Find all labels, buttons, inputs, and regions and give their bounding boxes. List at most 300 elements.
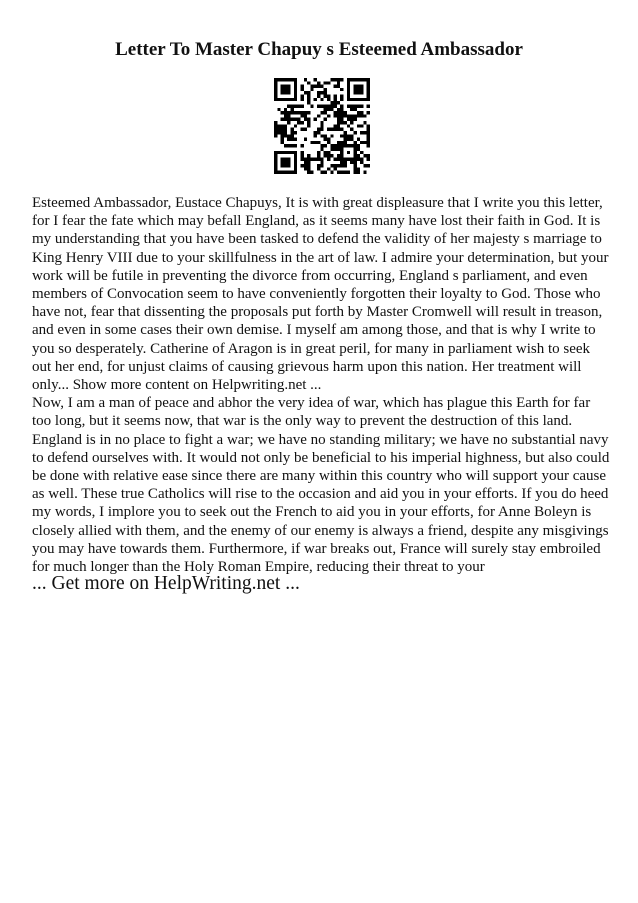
qr-module <box>314 98 317 101</box>
qr-module <box>274 161 277 164</box>
qr-module <box>314 78 317 81</box>
qr-module <box>357 124 360 127</box>
qr-module <box>350 104 353 107</box>
qr-module <box>274 95 277 98</box>
qr-module <box>314 141 317 144</box>
qr-module <box>340 134 343 137</box>
qr-module <box>281 161 284 164</box>
qr-module <box>347 91 350 94</box>
qr-module <box>304 161 307 164</box>
qr-module <box>347 157 350 160</box>
qr-module <box>307 161 310 164</box>
qr-module <box>307 154 310 157</box>
qr-module <box>367 157 370 160</box>
qr-module <box>274 121 277 124</box>
qr-module <box>327 108 330 111</box>
qr-module <box>337 141 340 144</box>
qr-module <box>353 148 356 151</box>
qr-module <box>353 131 356 134</box>
qr-module <box>307 91 310 94</box>
qr-module <box>277 124 280 127</box>
qr-module <box>367 154 370 157</box>
qr-module <box>363 141 366 144</box>
qr-module <box>304 157 307 160</box>
qr-module <box>344 157 347 160</box>
qr-module <box>350 161 353 164</box>
qr-module <box>317 114 320 117</box>
qr-module <box>297 104 300 107</box>
qr-module <box>350 157 353 160</box>
qr-module <box>277 151 280 154</box>
qr-module <box>347 138 350 141</box>
qr-module <box>297 118 300 121</box>
qr-module <box>274 78 277 81</box>
qr-module <box>337 154 340 157</box>
qr-module <box>287 104 290 107</box>
qr-module <box>367 124 370 127</box>
qr-module <box>291 98 294 101</box>
qr-module <box>327 114 330 117</box>
qr-module <box>274 88 277 91</box>
qr-module <box>294 88 297 91</box>
qr-module <box>300 144 303 147</box>
qr-module <box>307 164 310 167</box>
qr-module <box>291 134 294 137</box>
qr-module <box>324 104 327 107</box>
qr-module <box>274 131 277 134</box>
qr-module <box>304 118 307 121</box>
qr-module <box>324 88 327 91</box>
qr-module <box>340 157 343 160</box>
qr-module <box>284 164 287 167</box>
qr-module <box>300 121 303 124</box>
qr-module <box>284 151 287 154</box>
qr-module <box>350 118 353 121</box>
qr-module <box>277 131 280 134</box>
qr-module <box>274 81 277 84</box>
qr-module <box>317 95 320 98</box>
qr-module <box>277 78 280 81</box>
qr-module <box>294 151 297 154</box>
qr-module <box>363 121 366 124</box>
qr-module <box>340 104 343 107</box>
qr-module <box>360 114 363 117</box>
qr-module <box>300 151 303 154</box>
qr-module <box>327 95 330 98</box>
qr-module <box>367 141 370 144</box>
qr-module <box>334 78 337 81</box>
qr-module <box>281 171 284 174</box>
qr-module <box>347 85 350 88</box>
qr-module <box>291 144 294 147</box>
qr-module <box>337 128 340 131</box>
qr-module <box>281 138 284 141</box>
qr-module <box>334 124 337 127</box>
qr-module <box>353 98 356 101</box>
qr-module <box>334 167 337 170</box>
qr-module <box>334 95 337 98</box>
qr-module <box>347 88 350 91</box>
qr-module <box>317 128 320 131</box>
qr-module <box>294 98 297 101</box>
qr-module <box>350 138 353 141</box>
qr-module <box>350 121 353 124</box>
qr-code-graphic <box>274 78 370 174</box>
qr-module <box>337 114 340 117</box>
qr-module <box>357 138 360 141</box>
qr-module <box>340 111 343 114</box>
qr-module <box>324 81 327 84</box>
qr-module <box>320 85 323 88</box>
qr-module <box>367 128 370 131</box>
qr-module <box>317 151 320 154</box>
qr-module <box>274 167 277 170</box>
qr-module <box>281 91 284 94</box>
qr-module <box>300 114 303 117</box>
qr-module <box>350 144 353 147</box>
qr-module <box>353 157 356 160</box>
qr-module <box>353 171 356 174</box>
qr-module <box>337 171 340 174</box>
qr-module <box>294 95 297 98</box>
qr-module <box>294 124 297 127</box>
qr-module <box>274 98 277 101</box>
qr-module <box>294 91 297 94</box>
qr-module <box>284 171 287 174</box>
qr-module <box>294 81 297 84</box>
qr-module <box>353 114 356 117</box>
qr-module <box>284 88 287 91</box>
qr-module <box>284 134 287 137</box>
qr-module <box>340 171 343 174</box>
qr-module <box>320 144 323 147</box>
qr-module <box>334 98 337 101</box>
qr-module <box>357 78 360 81</box>
qr-module <box>363 164 366 167</box>
qr-module <box>287 164 290 167</box>
qr-module <box>300 88 303 91</box>
qr-module <box>284 114 287 117</box>
qr-module <box>317 164 320 167</box>
qr-module <box>287 91 290 94</box>
qr-module <box>367 78 370 81</box>
qr-module <box>337 148 340 151</box>
qr-module <box>347 118 350 121</box>
qr-module <box>281 118 284 121</box>
qr-module <box>367 88 370 91</box>
qr-module <box>357 111 360 114</box>
qr-module <box>291 151 294 154</box>
qr-module <box>363 171 366 174</box>
qr-module <box>284 91 287 94</box>
qr-module <box>327 151 330 154</box>
qr-module <box>367 164 370 167</box>
qr-module <box>294 154 297 157</box>
qr-module <box>347 134 350 137</box>
qr-module <box>327 104 330 107</box>
qr-module <box>294 164 297 167</box>
qr-module <box>320 98 323 101</box>
qr-module <box>281 88 284 91</box>
document-title: Letter To Master Chapuy s Esteemed Ambassador <box>115 39 523 60</box>
qr-module <box>363 154 366 157</box>
qr-module <box>291 108 294 111</box>
qr-module <box>307 118 310 121</box>
qr-module <box>340 98 343 101</box>
qr-module <box>367 134 370 137</box>
qr-module <box>317 167 320 170</box>
qr-module <box>360 151 363 154</box>
qr-module <box>284 98 287 101</box>
qr-module <box>367 111 370 114</box>
qr-module <box>337 85 340 88</box>
qr-module <box>357 167 360 170</box>
qr-module <box>281 124 284 127</box>
qr-module <box>347 81 350 84</box>
qr-module <box>360 124 363 127</box>
qr-module <box>340 151 343 154</box>
letter-body <box>32 194 610 576</box>
qr-module <box>281 111 284 114</box>
qr-module <box>350 108 353 111</box>
qr-module <box>314 118 317 121</box>
qr-module <box>327 138 330 141</box>
qr-module <box>350 114 353 117</box>
qr-module <box>327 154 330 157</box>
qr-module <box>284 157 287 160</box>
qr-module <box>334 111 337 114</box>
qr-module <box>367 138 370 141</box>
qr-module <box>320 124 323 127</box>
qr-module <box>330 154 333 157</box>
qr-module <box>330 78 333 81</box>
qr-module <box>317 85 320 88</box>
qr-module <box>344 134 347 137</box>
qr-module <box>334 157 337 160</box>
qr-module <box>367 131 370 134</box>
qr-module <box>344 164 347 167</box>
qr-module <box>317 91 320 94</box>
qr-module <box>324 111 327 114</box>
qr-module <box>307 111 310 114</box>
qr-module <box>337 81 340 84</box>
qr-module <box>304 91 307 94</box>
qr-module <box>330 101 333 104</box>
qr-module <box>277 98 280 101</box>
qr-module <box>294 161 297 164</box>
qr-module <box>357 85 360 88</box>
qr-module <box>324 108 327 111</box>
qr-module <box>367 91 370 94</box>
qr-module <box>320 91 323 94</box>
qr-module <box>327 81 330 84</box>
qr-module <box>300 85 303 88</box>
qr-module <box>291 118 294 121</box>
qr-module <box>347 124 350 127</box>
qr-module <box>357 98 360 101</box>
qr-module <box>277 128 280 131</box>
get-more-link[interactable]: ... Get more on HelpWriting.net ... <box>32 573 300 594</box>
qr-module <box>324 91 327 94</box>
qr-module <box>327 167 330 170</box>
qr-module <box>360 141 363 144</box>
qr-module <box>330 144 333 147</box>
qr-module <box>287 88 290 91</box>
qr-module <box>324 118 327 121</box>
qr-module <box>300 95 303 98</box>
qr-module <box>344 171 347 174</box>
qr-module <box>327 98 330 101</box>
qr-module <box>281 128 284 131</box>
qr-module <box>347 95 350 98</box>
qr-module <box>337 144 340 147</box>
qr-module <box>274 85 277 88</box>
qr-module <box>337 101 340 104</box>
qr-module <box>340 148 343 151</box>
qr-module <box>310 88 313 91</box>
qr-module <box>334 114 337 117</box>
qr-module <box>340 164 343 167</box>
qr-module <box>330 104 333 107</box>
qr-module <box>317 131 320 134</box>
qr-module <box>294 78 297 81</box>
qr-module <box>340 161 343 164</box>
qr-module <box>350 134 353 137</box>
qr-module <box>353 154 356 157</box>
qr-module <box>357 171 360 174</box>
qr-module <box>340 128 343 131</box>
qr-module <box>291 171 294 174</box>
qr-module <box>347 104 350 107</box>
qr-module <box>294 171 297 174</box>
qr-module <box>330 171 333 174</box>
qr-module <box>340 88 343 91</box>
qr-module <box>347 151 350 154</box>
qr-module <box>347 78 350 81</box>
qr-module <box>334 104 337 107</box>
qr-module <box>294 131 297 134</box>
qr-module <box>314 134 317 137</box>
qr-module <box>317 157 320 160</box>
qr-module <box>344 121 347 124</box>
qr-module <box>337 124 340 127</box>
qr-module <box>320 157 323 160</box>
qr-module <box>274 154 277 157</box>
qr-module <box>310 141 313 144</box>
qr-module <box>363 131 366 134</box>
qr-module <box>274 134 277 137</box>
qr-module <box>287 161 290 164</box>
qr-module <box>304 78 307 81</box>
qr-module <box>284 111 287 114</box>
qr-module <box>353 104 356 107</box>
qr-module <box>320 134 323 137</box>
qr-module <box>337 111 340 114</box>
qr-module <box>320 161 323 164</box>
qr-module <box>307 167 310 170</box>
qr-module <box>340 154 343 157</box>
qr-module <box>337 157 340 160</box>
qr-module <box>347 114 350 117</box>
qr-module <box>300 128 303 131</box>
qr-module <box>367 104 370 107</box>
qr-module <box>284 144 287 147</box>
qr-module <box>284 124 287 127</box>
qr-module <box>287 151 290 154</box>
qr-module <box>357 104 360 107</box>
qr-module <box>340 78 343 81</box>
qr-module <box>347 171 350 174</box>
qr-module <box>320 164 323 167</box>
qr-module <box>367 95 370 98</box>
qr-module <box>367 98 370 101</box>
qr-module <box>281 131 284 134</box>
qr-module <box>287 114 290 117</box>
qr-module <box>287 98 290 101</box>
qr-module <box>281 85 284 88</box>
qr-module <box>300 154 303 157</box>
qr-module <box>287 85 290 88</box>
qr-module <box>307 124 310 127</box>
qr-module <box>324 151 327 154</box>
qr-module <box>274 128 277 131</box>
qr-module <box>294 167 297 170</box>
qr-module <box>357 144 360 147</box>
qr-module <box>284 85 287 88</box>
qr-module <box>350 128 353 131</box>
qr-module <box>363 114 366 117</box>
qr-module <box>344 141 347 144</box>
qr-module <box>284 118 287 121</box>
qr-module <box>320 111 323 114</box>
qr-module <box>291 104 294 107</box>
qr-module <box>357 148 360 151</box>
qr-module <box>287 157 290 160</box>
qr-module <box>287 111 290 114</box>
qr-module <box>307 81 310 84</box>
qr-module <box>274 157 277 160</box>
qr-module <box>281 157 284 160</box>
qr-module <box>334 164 337 167</box>
qr-module <box>307 171 310 174</box>
qr-module <box>281 98 284 101</box>
qr-module <box>334 148 337 151</box>
qr-module <box>307 98 310 101</box>
qr-module <box>320 121 323 124</box>
qr-module <box>334 85 337 88</box>
qr-module <box>310 157 313 160</box>
qr-module <box>344 144 347 147</box>
qr-code-icon[interactable] <box>274 78 370 174</box>
qr-module <box>357 91 360 94</box>
qr-module <box>353 78 356 81</box>
qr-module <box>300 98 303 101</box>
qr-module <box>320 104 323 107</box>
qr-module <box>281 164 284 167</box>
qr-module <box>274 124 277 127</box>
qr-module <box>340 121 343 124</box>
qr-module <box>274 164 277 167</box>
qr-module <box>353 91 356 94</box>
qr-module <box>304 138 307 141</box>
qr-module <box>297 121 300 124</box>
qr-module <box>287 78 290 81</box>
qr-module <box>294 85 297 88</box>
body-paragraph: Now, I am a man of peace and abhor the very idea of war, which has plague this Earth for far too long, but it seems now, that war is the only way to prevent the destruction of this land. England is in no place to fight a war; we have no standing military; we have no substantial navy to defend ourselves with. It would not only be beneficial to his imperial highness, but also could be done with relative ease since there are many within this country who will support your cause as well. These true Catholics will rise to the occasion and aid you in your efforts. If you do heed my words, I implore you to seek out the French to aid you in your efforts, for Anne Boleyn is closely allied with them, and the enemy of our enemy is always a friend, despite any misgivings you may have towards them. Furthermore, if war breaks out, France will surely stay embroiled for much longer than the Holy Roman Empire, reducing their threat to your <box>32 395 610 576</box>
qr-module <box>340 141 343 144</box>
qr-module <box>353 167 356 170</box>
qr-module <box>291 111 294 114</box>
